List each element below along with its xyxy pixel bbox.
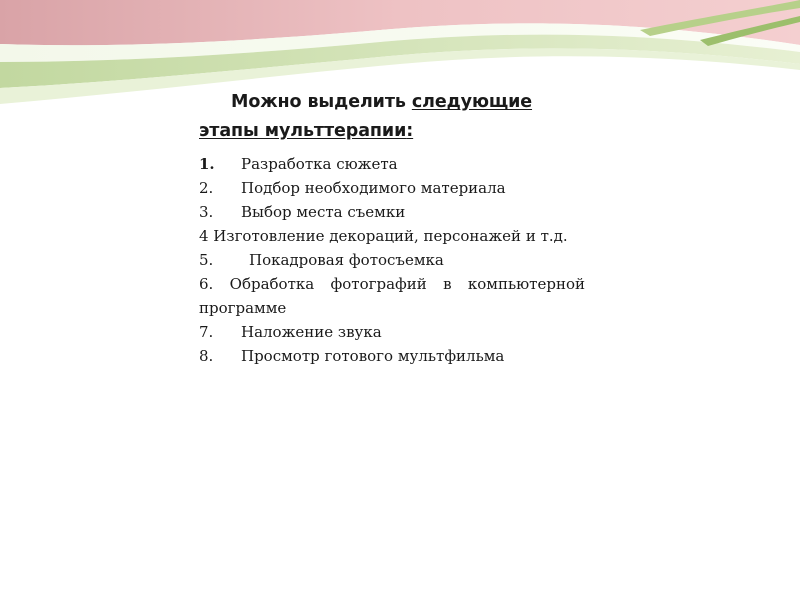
list-item xyxy=(199,224,585,248)
title-underlined-1: следующие xyxy=(411,92,533,112)
list-item-text: Наложение звука xyxy=(241,323,382,341)
list-item-text: Просмотр готового мультфильма xyxy=(241,347,505,365)
list-item-number: 8. xyxy=(199,347,214,365)
list-item-text: 4 Изготовление декораций, персонажей и т.д. xyxy=(199,227,568,245)
list-item xyxy=(199,152,585,176)
title-underlined-2: этапы мульттерапии xyxy=(199,121,407,141)
list-item-text: Подбор необходимого материала xyxy=(241,179,506,197)
list-item-number: 1. xyxy=(199,155,215,173)
list-item-text-line2: программе xyxy=(199,299,287,317)
list-item-text: Разработка сюжета xyxy=(241,155,398,173)
list-item-text-line1: 6. Обработка фотографий в компьютерной xyxy=(199,275,585,293)
list-item xyxy=(199,248,585,272)
stages-list xyxy=(199,152,585,368)
list-item-text: Выбор места съемки xyxy=(241,203,406,221)
list-item xyxy=(199,176,585,200)
list-item-number: 2. xyxy=(199,179,214,197)
list-item-number: 5. xyxy=(199,251,214,269)
list-item-number: 7. xyxy=(199,323,214,341)
content-block xyxy=(199,88,585,368)
title-suffix: : xyxy=(406,121,414,141)
list-item-text: Покадровая фотосъемка xyxy=(249,251,444,269)
list-item xyxy=(199,200,585,224)
title-intro: Можно выделить xyxy=(231,92,412,112)
list-item xyxy=(199,272,585,320)
list-item xyxy=(199,320,585,344)
slide-title xyxy=(199,88,585,146)
list-item xyxy=(199,344,585,368)
list-item-number: 3. xyxy=(199,203,214,221)
